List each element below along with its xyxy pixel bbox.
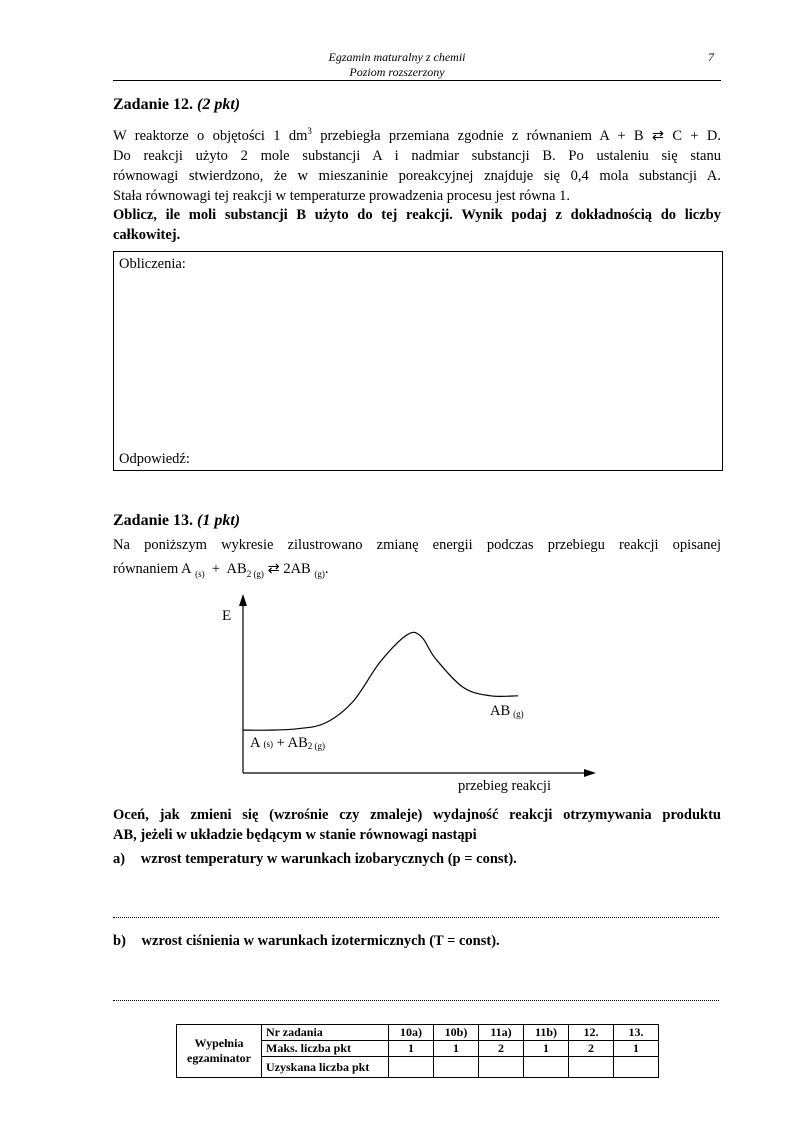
task-cell: 12. (569, 1025, 614, 1041)
page-number: 7 (708, 50, 714, 64)
header-level: Poziom rozszerzony (349, 65, 445, 79)
task13-title (113, 512, 240, 530)
obtained-points-cell[interactable] (389, 1057, 434, 1078)
obtained-points-cell[interactable] (479, 1057, 524, 1078)
task13-title-text: Zadanie 13. (113, 512, 194, 529)
task-cell: 10b) (434, 1025, 479, 1041)
examiner-cell: Wypełnia egzaminator (177, 1025, 262, 1078)
energy-curve (243, 632, 518, 730)
answer-label: Odpowiedź: (119, 451, 190, 467)
row-obtained-points-label: Uzyskana liczba pkt (262, 1057, 389, 1078)
task-cell: 11a) (479, 1025, 524, 1041)
row-max-points-label: Maks. liczba pkt (262, 1041, 389, 1057)
obtained-points-cell[interactable] (569, 1057, 614, 1078)
answer-line-b[interactable] (113, 1000, 719, 1001)
x-axis-arrow (584, 769, 596, 777)
max-points-cell: 2 (569, 1041, 614, 1057)
task12-points: (2 pkt) (197, 96, 241, 113)
obtained-points-cell[interactable] (524, 1057, 569, 1078)
task13-equation: równaniem A $_{(s)} + AB_{2 (g)}$ ⇄ 2AB $_{(g)}$. (113, 561, 329, 579)
part-b-text: wzrost ciśnienia w warunkach izotermicznych (T = const). (141, 933, 500, 949)
max-points-cell: 2 (479, 1041, 524, 1057)
energy-diagram (200, 590, 620, 805)
header-exam-title: Egzamin maturalny z chemii (328, 50, 466, 64)
row-task-number-label: Nr zadania (262, 1025, 389, 1041)
part-b (113, 933, 500, 950)
task12-line1: W reaktorze o objętości 1 $dm^3$ przebiegła przemiana zgodnie z równaniem A + B ⇄ C + D. (113, 126, 721, 144)
answer-line-a[interactable] (113, 917, 719, 918)
obtained-points-cell[interactable] (614, 1057, 659, 1078)
task12-line3: równowagi stwierdzono, że w mieszaninie poreakcyjnej znajduje się 0,4 mola substancji A. (113, 167, 721, 184)
header-rule (113, 80, 721, 81)
task-cell: 10a) (389, 1025, 434, 1041)
task12-title-text: Zadanie 12. (113, 96, 194, 113)
part-b-letter: b) (113, 933, 126, 949)
max-points-cell: 1 (614, 1041, 659, 1057)
max-points-cell: 1 (389, 1041, 434, 1057)
part-a (113, 851, 517, 868)
task13-question: Oceń, jak zmieni się (wzrośnie czy zmaleje) wydajność reakcji otrzymywania produktu AB, jeżeli w układzie będącym w stanie równowagi nastąpi (113, 807, 721, 843)
part-a-text: wzrost temperatury w warunkach izobarycznych (p = const). (140, 851, 517, 867)
products-label: AB (g) (490, 703, 524, 719)
max-points-cell: 1 (524, 1041, 569, 1057)
reactants-label: A (s) + AB2 (g) (250, 735, 326, 751)
obtained-points-cell[interactable] (434, 1057, 479, 1078)
y-axis-arrow (239, 594, 247, 606)
part-a-letter: a) (113, 851, 126, 867)
calculation-box[interactable] (113, 251, 723, 471)
task13-points: (1 pkt) (197, 512, 241, 529)
max-points-cell: 1 (434, 1041, 479, 1057)
calculation-label: Obliczenia: (119, 256, 186, 272)
task12-title (113, 96, 240, 114)
x-axis-label: przebieg reakcji (458, 778, 551, 794)
y-axis-label: E (222, 608, 232, 624)
task-cell: 11b) (524, 1025, 569, 1041)
task-cell: 13. (614, 1025, 659, 1041)
task13-intro: Na poniższym wykresie zilustrowano zmianę energii podczas przebiegu reakcji opisanej równaniem A $_{(s)} + AB_{2 (g)}$ ⇄ 2AB $_{(g)}$. (113, 535, 721, 584)
task12-line4: Stała równowagi tej reakcji w temperaturze prowadzenia procesu jest równa 1. (113, 187, 570, 204)
task12-instruction: Oblicz, ile moli substancji B użyto do tej reakcji. Wynik podaj z dokładnością do liczby całkowitej. (113, 207, 721, 243)
task12-description (113, 121, 721, 206)
score-table (176, 1024, 659, 1078)
task12-line2: Do reakcji użyto 2 mole substancji A i nadmiar substancji B. Po ustaleniu się stanu (113, 147, 721, 164)
